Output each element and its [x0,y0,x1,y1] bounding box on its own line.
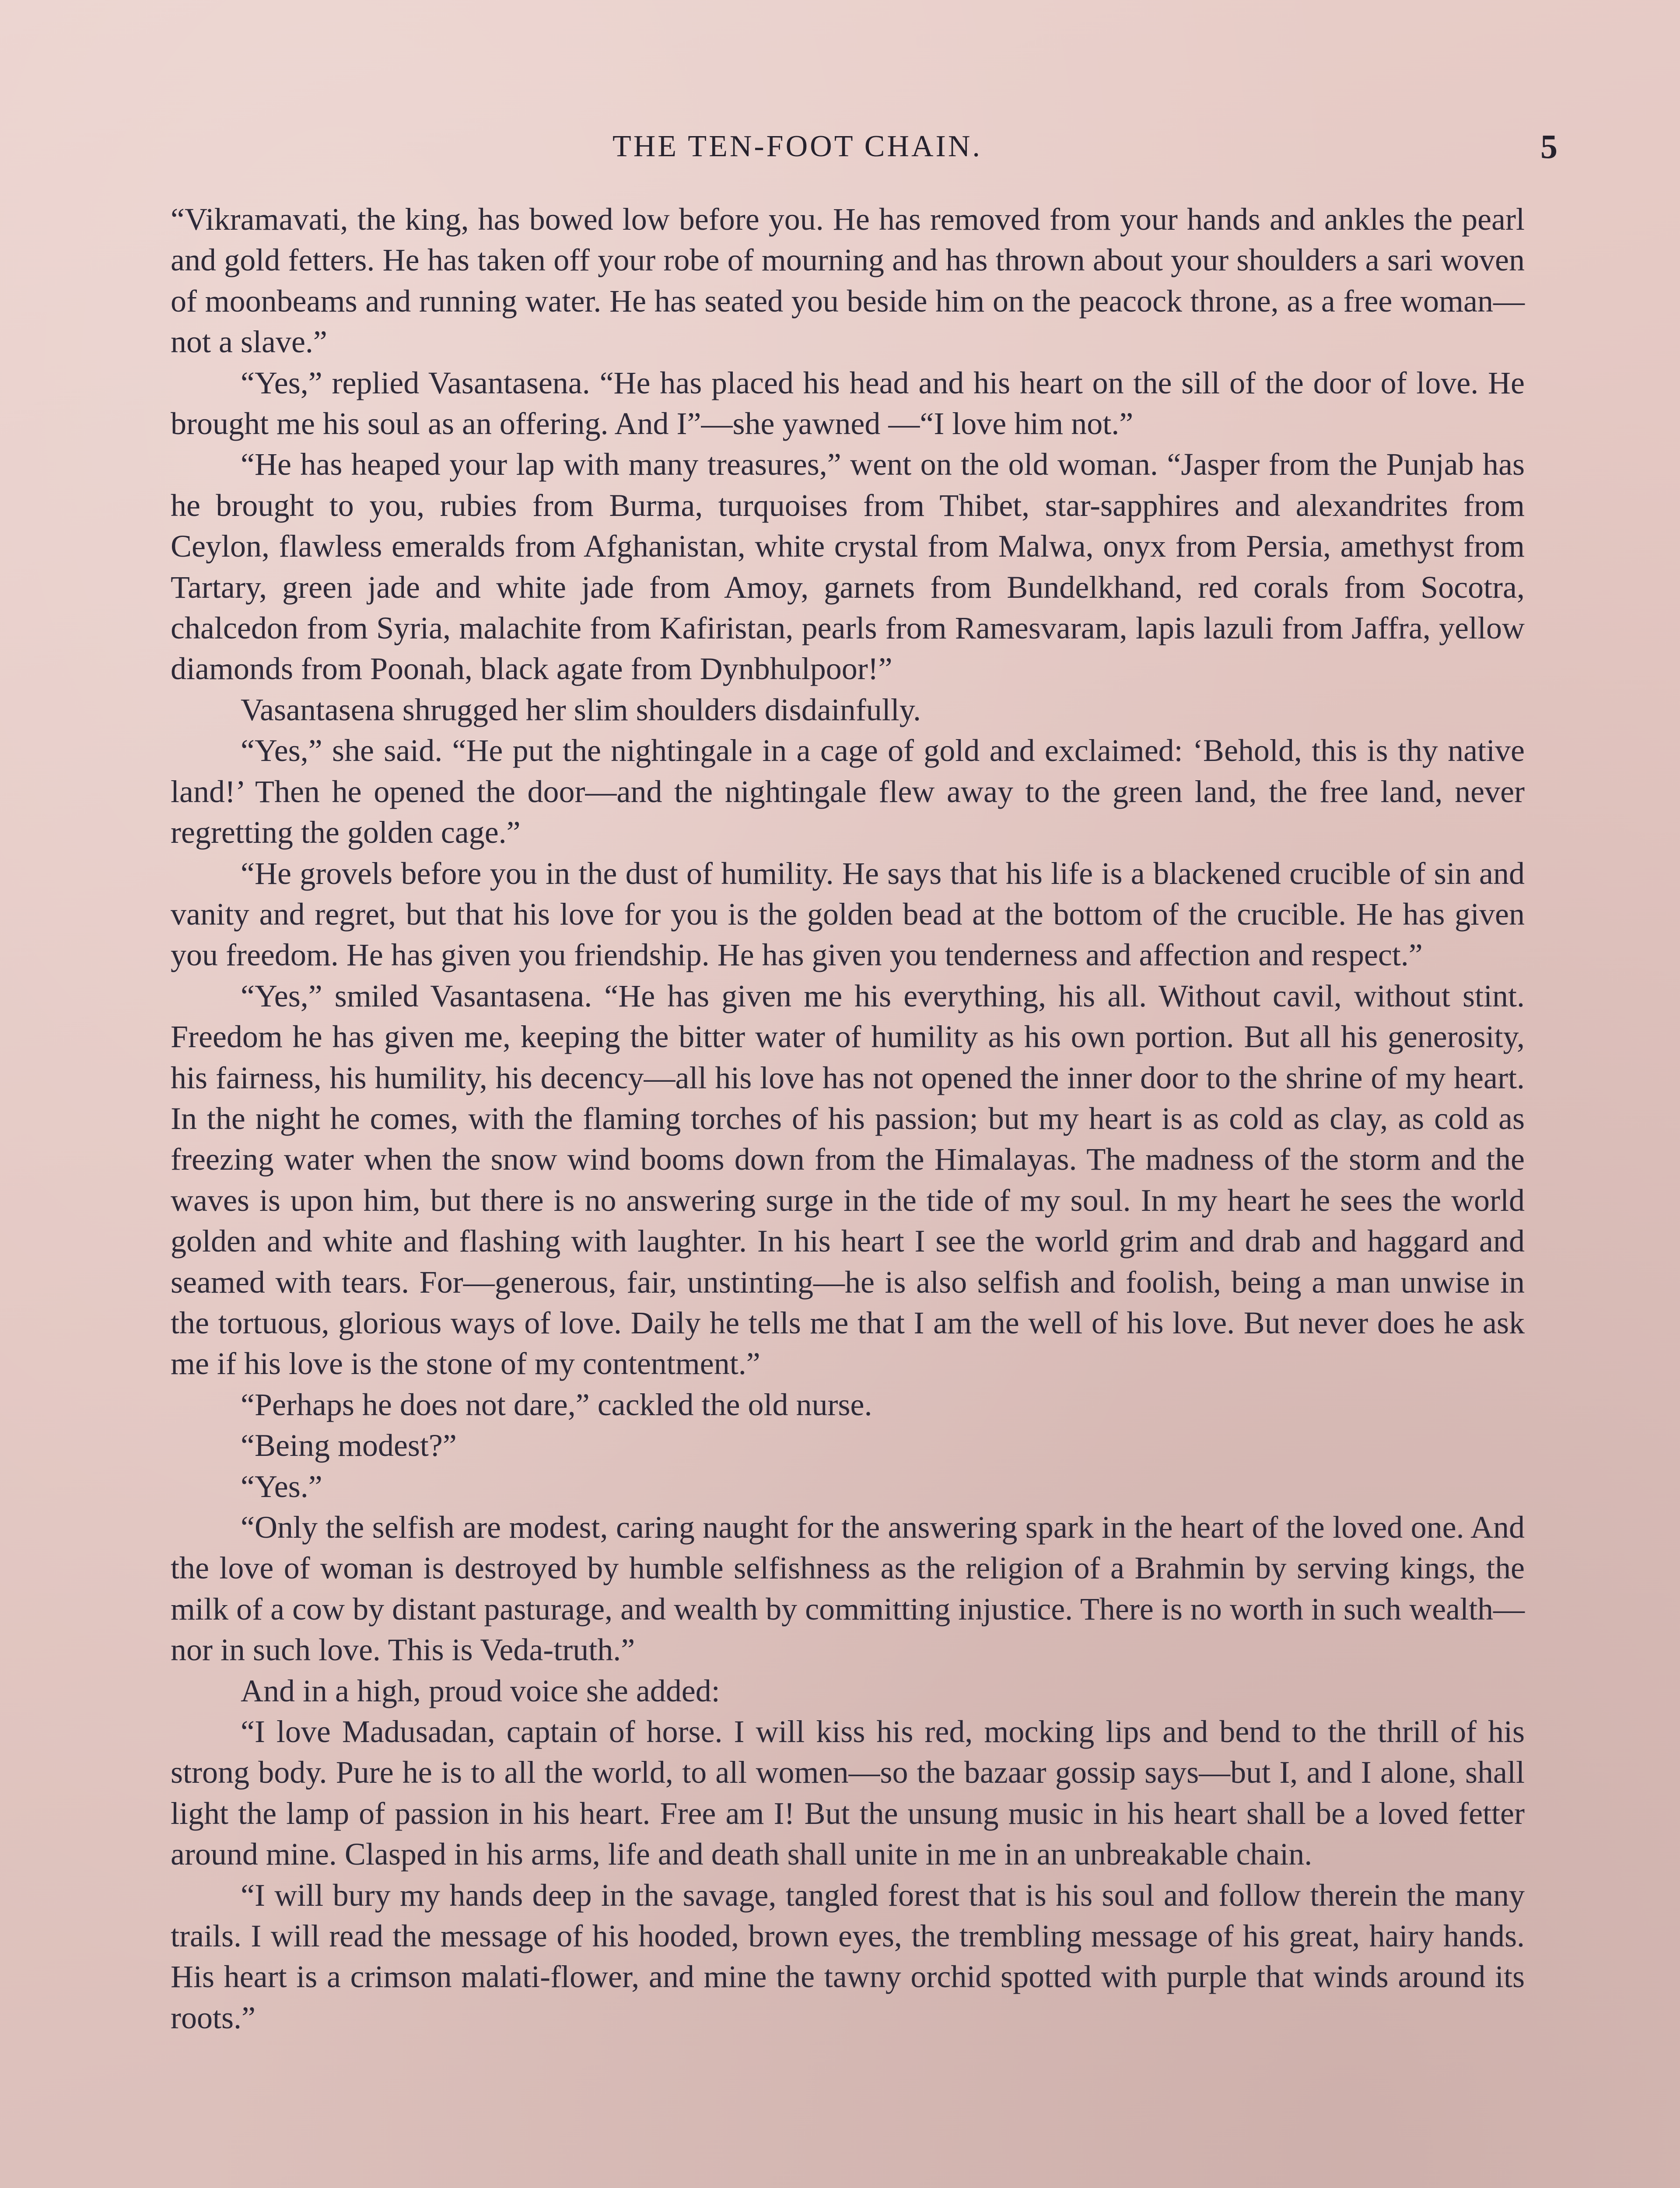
paragraph-12: And in a high, proud voice she added: [241,1673,720,1708]
paragraph-8: “Perhaps he does not dare,” cackled the old nurse. [241,1387,872,1422]
paragraph-2: “Yes,” replied Vasantasena. “He has placed his head and his heart on the sill of the door of love. He brought me his soul as an offering. And I”—she yawned —“I love him not.” [171,365,1525,442]
paragraph-5: “Yes,” she said. “He put the nightingale in a cage of gold and exclaimed: ‘Behold, this is thy native land!’ Then he opened the door—and the nightingale flew away to the green land, the free land, never regretting the golden cage.” [171,733,1525,850]
paragraph-10: “Yes.” [241,1469,322,1504]
paragraph-9: “Being modest?” [241,1428,457,1463]
paragraph-7: “Yes,” smiled Vasantasena. “He has given me his everything, his all. Without cavil, without stint. Freedom he has given me, keeping the bitter water of humility as his own portion. But all his generosity, his fairness, his humility, his decency—all his love has not opened the inner door to the shrine of my heart. In the night he comes, with the flaming torches of his passion; but my heart is as cold as clay, as cold as freezing water when the snow wind booms down from the Himalayas. The madness of the storm and the waves is upon him, but there is no answering surge in the tide of my soul. In my heart he sees the world golden and white and flashing with laughter. In his heart I see the world grim and drab and haggard and seamed with tears. For—generous, fair, unstinting—he is also selfish and foolish, being a man unwise in the tortuous, glorious ways of love. Daily he tells me that I am the well of his love. But never does he ask me if his love is the stone of my contentment.” [171,978,1525,1382]
page-number: 5 [1540,127,1558,165]
paragraph-6: “He grovels before you in the dust of humility. He says that his life is a blackened crucible of sin and vanity and regret, but that his love for you is the golden bead at the bottom of the crucible. He has given you freedom. He has given you friendship. He has given you tenderness and affection and respect.” [171,856,1525,973]
paragraph-1: “Vikramavati, the king, has bowed low before you. He has removed from your hands and ankles the pearl and gold fetters. He has taken off your robe of mourning and has thrown about your shoulders a sari woven of moonbeams and running water. He has seated you beside him on the peacock throne, as a free woman—not a slave.” [171,202,1525,360]
paragraph-14: “I will bury my hands deep in the savage, tangled forest that is his soul and follow therein the many trails. I will read the message of his hooded, brown eyes, the trembling message of his great, hairy hands. His heart is a crimson malati-flower, and mine the tawny orchid spotted with purple that winds around its roots.” [171,1877,1525,2035]
paragraph-13: “I love Madusadan, captain of horse. I will kiss his red, mocking lips and bend to the thrill of his strong body. Pure he is to all the world, to all women—so the bazaar gossip says—but I, and I alone, shall light the lamp of passion in his heart. Free am I! But the unsung music in his heart shall be a loved fetter around mine. Clasped in his arms, life and death shall unite in me in an unbreakable chain. [171,1714,1525,1872]
paragraph-11: “Only the selfish are modest, caring naught for the answering spark in the heart of the loved one. And the love of woman is destroyed by humble selfishness as the religion of a Brahmin by serving kings, the milk of a cow by distant pasturage, and wealth by committing injustice. There is no worth in such wealth—nor in such love. This is Veda-truth.” [171,1510,1525,1668]
running-header [171,123,1558,171]
paragraph-4: Vasantasena shrugged her slim shoulders disdainfully. [241,692,921,727]
paragraph-3: “He has heaped your lap with many treasures,” went on the old woman. “Jasper from the Punjab has he brought to you, rubies from Burma, turquoises from Thibet, star-sapphires and alexandrites from Ceylon, flawless emeralds from Afghanistan, white crystal from Malwa, onyx from Persia, amethyst from Tartary, green jade and white jade from Amoy, garnets from Bundelkhand, red corals from Socotra, chalcedon from Syria, malachite from Kafiristan, pearls from Ramesvaram, lapis lazuli from Jaffra, yellow diamonds from Poonah, black agate from Dynbhulpoor!” [171,447,1525,687]
running-title: THE TEN-FOOT CHAIN. [612,130,982,163]
story-text [171,199,1525,2038]
